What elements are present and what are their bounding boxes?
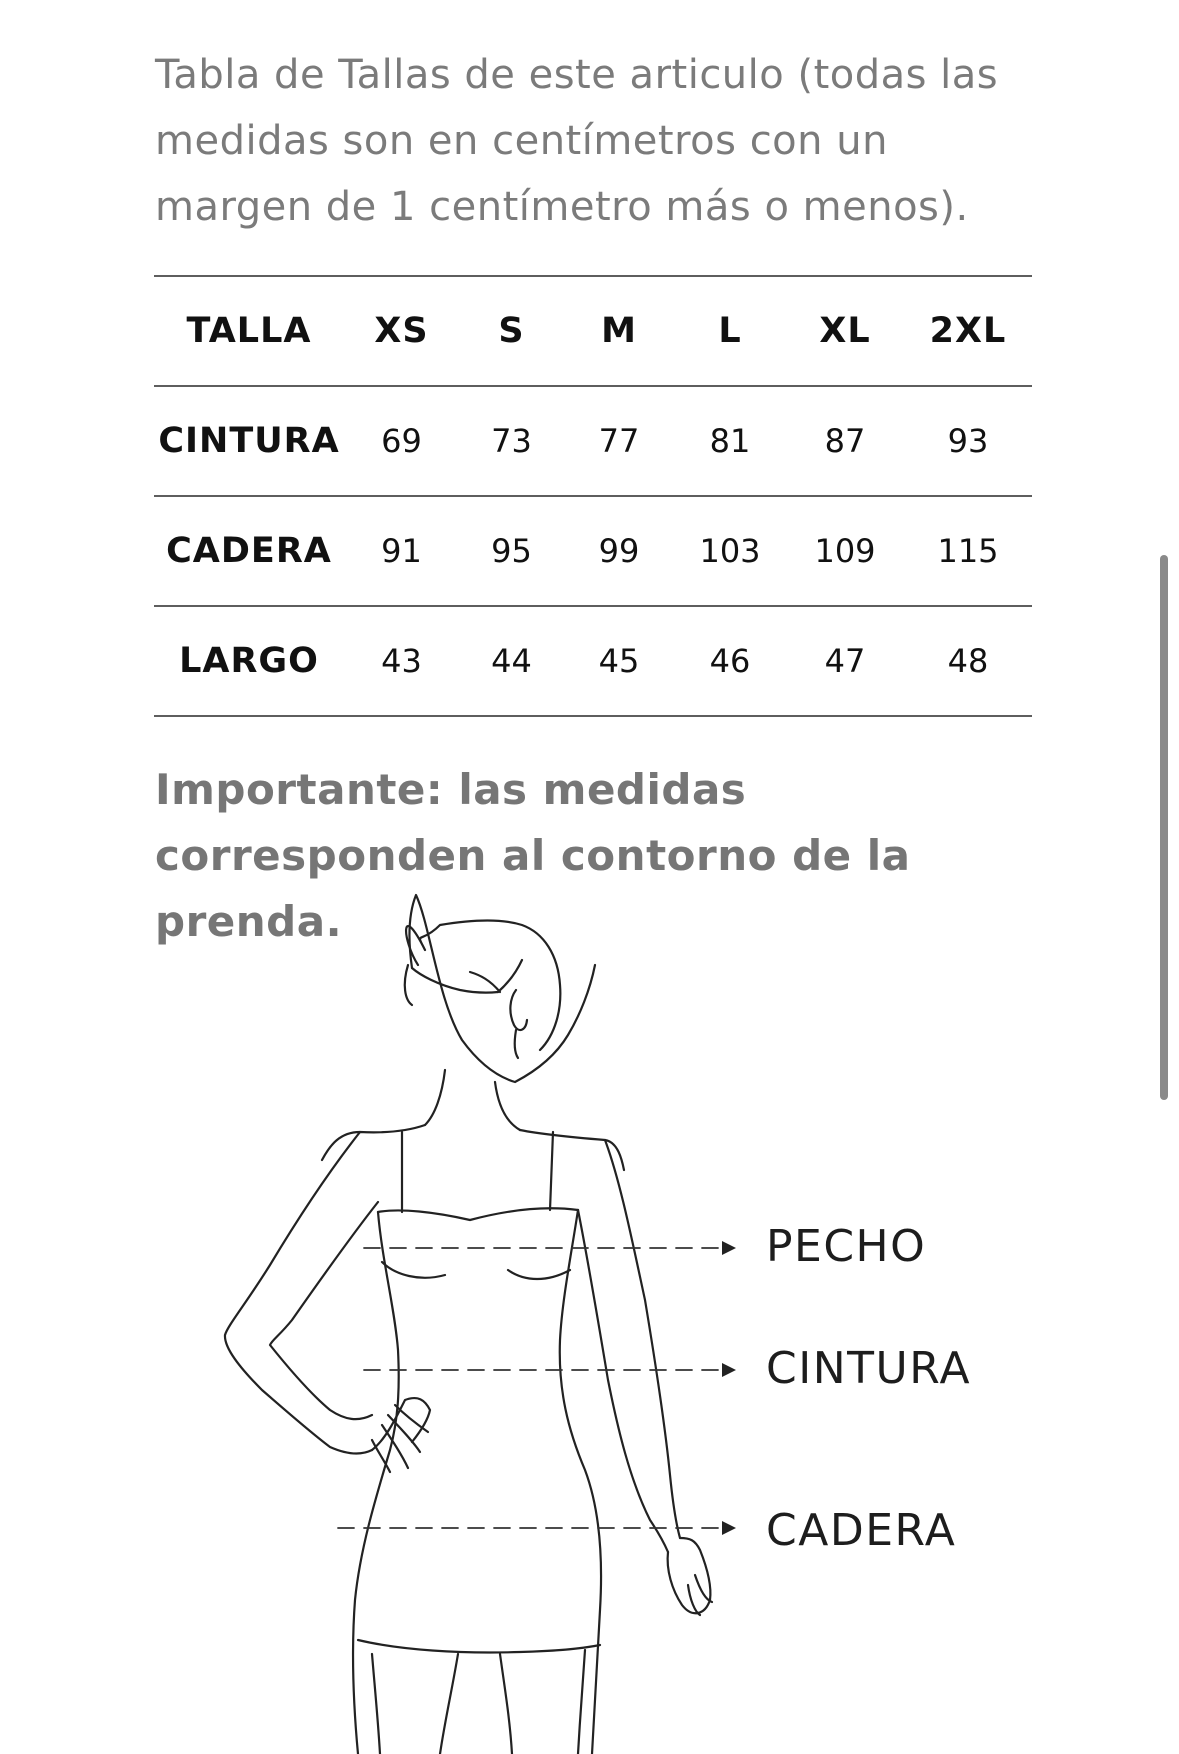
table-cell: 48 [947,642,989,680]
header-size-2xl: 2XL [929,311,1007,351]
arrow-waist-icon [722,1363,736,1377]
table-cell: 99 [598,532,640,570]
table-cell: 95 [491,532,532,570]
header-size-m: M [601,311,637,351]
row-label: LARGO [179,641,319,681]
figure-torso-right [560,1210,601,1754]
figure-torso-left [353,1212,399,1754]
table-cell: 46 [709,642,751,680]
table-cell: 43 [381,642,422,680]
header-size-s: S [498,311,525,351]
table-cell: 47 [824,642,866,680]
intro-text: Tabla de Tallas de este articulo (todas las medidas son en centímetros con un margen de 1 centímetro más o menos). [155,52,999,230]
header-size-xl: XL [819,311,871,351]
figure-neck [425,1070,445,1125]
table-cell: 77 [598,422,640,460]
table-cell: 91 [381,532,422,570]
header-size-xs: XS [374,311,429,351]
figure-dress-hem [358,1640,600,1653]
figure-strap-right [550,1132,553,1210]
table-cell: 103 [699,532,761,570]
table-cell: 44 [491,642,532,680]
table-cell: 87 [824,422,866,460]
figure-legs [372,1654,380,1754]
figure-bodice [378,1208,578,1220]
figure-right-hand [668,1538,711,1613]
label-cadera: CADERA [766,1505,957,1556]
arrow-chest-icon [722,1241,736,1255]
table-cell: 73 [491,422,532,460]
important-note: Importante: las medidas corresponden al contorno de la prenda. [155,765,911,946]
label-pecho: PECHO [766,1221,927,1272]
figure-right-arm [605,1140,680,1538]
figure-ear [510,990,527,1030]
table-cell: 69 [381,422,422,460]
header-talla: TALLA [186,311,312,351]
table-cell: 93 [947,422,989,460]
figure-left-arm [225,1132,372,1453]
header-size-l: L [718,311,742,351]
figure-shoulders [322,1125,425,1160]
table-cell: 81 [709,422,751,460]
row-label: CADERA [166,531,332,571]
figure-left-hand [372,1398,430,1450]
table-cell: 115 [937,532,999,570]
scrollbar[interactable] [1160,555,1168,1100]
label-cintura: CINTURA [766,1343,972,1394]
row-label: CINTURA [158,421,340,461]
table-cell: 109 [814,532,876,570]
table-cell: 45 [598,642,640,680]
arrow-hip-icon [722,1521,736,1535]
